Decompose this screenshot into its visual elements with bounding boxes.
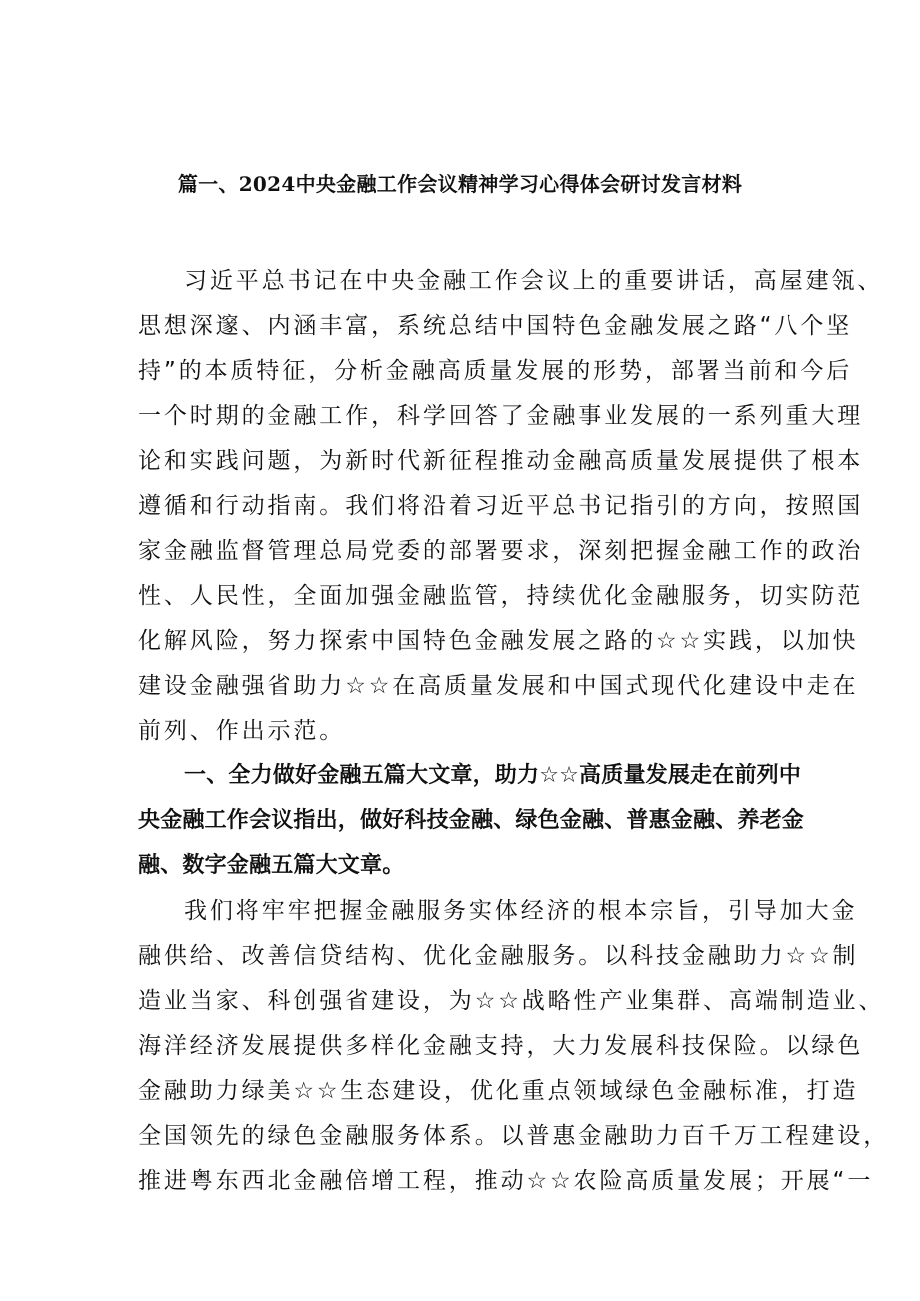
paragraph-line: 性、人民性，全面加强金融监管，持续优化金融服务，切实防范 bbox=[138, 583, 864, 609]
paragraph-line: 习近平总书记在中央金融工作会议上的重要讲话，高屋建瓴、 bbox=[184, 268, 884, 294]
paragraph-line: 建设金融强省助力☆☆在高质量发展和中国式现代化建设中走在 bbox=[138, 673, 859, 699]
paragraph-line: 遵循和行动指南。我们将沿着习近平总书记指引的方向，按照国 bbox=[138, 493, 864, 519]
paragraph-line: 海洋经济发展提供多样化金融支持，大力发展科技保险。以绿色 bbox=[138, 1033, 864, 1059]
paragraph-line: 我们将牢牢把握金融服务实体经济的根本宗旨，引导加大金 bbox=[184, 898, 858, 924]
paragraph-line: 融供给、改善信贷结构、优化金融服务。以科技金融助力☆☆制 bbox=[138, 943, 859, 969]
paragraph-line: 前列、作出示范。 bbox=[138, 718, 346, 744]
paragraph-line: 全国领先的绿色金融服务体系。以普惠金融助力百千万工程建设， bbox=[138, 1123, 890, 1149]
section-heading-line: 央金融工作会议指出，做好科技金融、绿色金融、普惠金融、养老金 bbox=[138, 808, 805, 833]
paragraph-line: 论和实践问题，为新时代新征程推动金融高质量发展提供了根本 bbox=[138, 448, 864, 474]
paragraph-line: 思想深邃、内涵丰富，系统总结中国特色金融发展之路“八个坚 bbox=[138, 313, 853, 339]
paragraph-line: 化解风险，努力探索中国特色金融发展之路的☆☆实践，以加快 bbox=[138, 628, 859, 654]
paragraph-line: 持”的本质特征，分析金融高质量发展的形势，部署当前和今后 bbox=[138, 358, 853, 384]
paragraph-line: 推进粤东西北金融倍增工程，推动☆☆农险高质量发展；开展“一 bbox=[138, 1168, 874, 1194]
section-heading-line: 一、全力做好金融五篇大文章，助力☆☆高质量发展走在前列中 bbox=[184, 763, 802, 788]
section-heading-line: 融、数字金融五篇大文章。 bbox=[138, 853, 405, 878]
paragraph-line: 家金融监督管理总局党委的部署要求，深刻把握金融工作的政治 bbox=[138, 538, 864, 564]
document-title: 篇一、2024中央金融工作会议精神学习心得体会研讨发言材料 bbox=[177, 172, 743, 196]
paragraph-line: 造业当家、科创强省建设，为☆☆战略性产业集群、高端制造业、 bbox=[138, 988, 885, 1014]
paragraph-line: 金融助力绿美☆☆生态建设，优化重点领域绿色金融标准，打造 bbox=[138, 1078, 859, 1104]
paragraph-line: 一个时期的金融工作，科学回答了金融事业发展的一系列重大理 bbox=[138, 403, 864, 429]
